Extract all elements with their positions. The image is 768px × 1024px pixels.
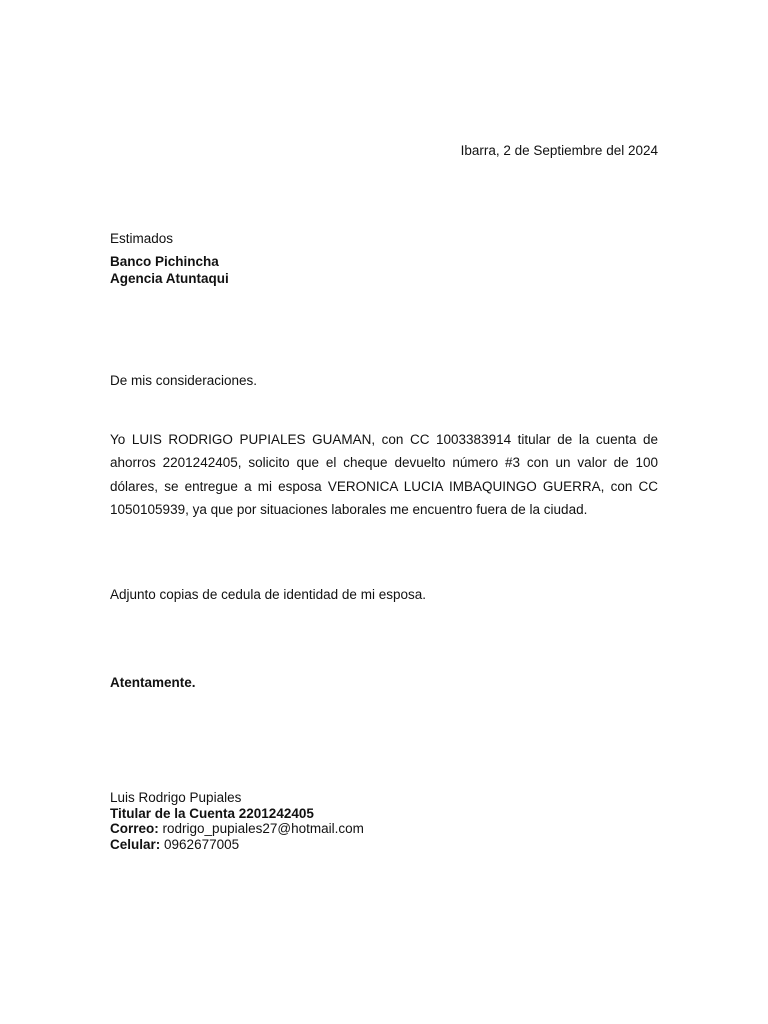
consideration-line: De mis consideraciones.	[110, 373, 258, 388]
recipient-block	[110, 254, 229, 287]
attachment-note: Adjunto copias de cedula de identidad de mi esposa.	[110, 587, 426, 602]
recipient-agency: Agencia Atuntaqui	[110, 270, 229, 286]
phone-label: Celular:	[110, 836, 161, 852]
closing: Atentamente.	[110, 675, 196, 690]
signer-name: Luis Rodrigo Pupiales	[110, 790, 242, 805]
signer-title: Titular de la Cuenta 2201242405	[110, 805, 314, 821]
letter-date: Ibarra, 2 de Septiembre del 2024	[460, 143, 658, 158]
email-line	[110, 821, 364, 837]
greeting: Estimados	[110, 231, 174, 246]
recipient-bank: Banco Pichincha	[110, 254, 219, 269]
email-label: Correo:	[110, 821, 159, 837]
signature-block	[110, 790, 364, 852]
email-value: rodrigo_pupiales27@hotmail.com	[162, 821, 364, 837]
body-paragraph: Yo LUIS RODRIGO PUPIALES GUAMAN, con CC 1003383914 titular de la cuenta de ahorros 2201242405, solicito que el cheque devuelto número #3 con un valor de 100 dólares, se entregue a mi esposa VERONICA LUCIA IMBAQUINGO GUERRA, con CC 1050105939, ya que por situaciones laborales me encuentro fuera de la ciudad.	[110, 432, 658, 517]
phone-value: 0962677005	[164, 836, 240, 852]
phone-line	[110, 837, 364, 853]
